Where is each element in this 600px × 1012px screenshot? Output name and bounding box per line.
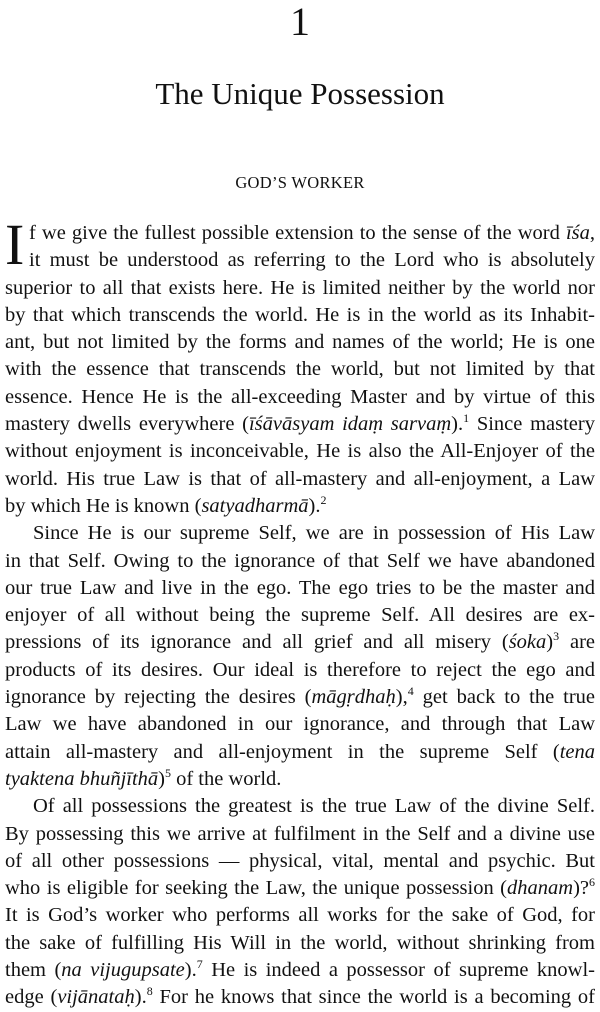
text-line: in that Self. Owing to the ignorance of that Self we have abandoned <box>5 549 595 572</box>
text-line: the sake of fulfilling His Will in the world, without shrinking from <box>5 931 595 954</box>
footnote-ref: 1 <box>463 411 470 426</box>
text-line: it must be understood as referring to the Lord who is absolutely <box>29 249 595 272</box>
footnote-ref: 2 <box>320 492 327 507</box>
text-line: Law we have abandoned in our ignorance, and through that Law <box>5 713 595 736</box>
footnote-ref: 4 <box>407 684 414 699</box>
text-line: products of its desires. Our ideal is therefore to reject the ego and <box>5 658 595 681</box>
footnote-ref: 7 <box>196 957 203 972</box>
footnote-ref: 8 <box>146 984 153 999</box>
text-line: mastery dwells everywhere (īśāvāsyam idaṃ sarvaṃ).$^1$ Since mastery <box>5 411 595 436</box>
text-line: It is God’s worker who performs all works for the sake of God, for <box>5 904 595 927</box>
drop-cap: I <box>5 212 25 277</box>
text-line: pressions of its ignorance and all grief and all misery (śoka)$^3$ are <box>5 629 595 654</box>
body-text <box>5 212 596 1012</box>
text-line: ant, but not limited by the forms and names of the world; He is one <box>5 331 595 354</box>
chapter-title: The Unique Possession <box>155 76 445 111</box>
text-line: world. His true Law is that of all-mastery and all-enjoyment, a Law <box>5 467 595 490</box>
text-line: without enjoyment is inconceivable, He is also the All-Enjoyer of the <box>5 440 595 463</box>
paragraph <box>5 212 595 520</box>
text-line: essence. Hence He is the all-exceeding Master and by virtue of this <box>5 385 595 408</box>
text-line: superior to all that exists here. He is limited neither by the world nor <box>5 276 595 299</box>
text-line: by that which transcends the world. He is in the world as its Inhabit- <box>5 303 595 326</box>
section-heading: GOD’S WORKER <box>235 173 365 192</box>
footnote-ref: 5 <box>164 765 171 780</box>
footnote-ref: 6 <box>589 875 595 890</box>
chapter-number: 1 <box>290 0 310 44</box>
text-line: By possessing this we arrive at fulfilment in the Self and a divine use <box>5 822 595 845</box>
text-line: f we give the fullest possible extension to the sense of the word īśa, <box>29 222 595 244</box>
footnote-ref: 3 <box>553 629 560 644</box>
text-line: enjoyer of all without being the supreme Self. All desires are ex- <box>5 604 595 627</box>
text-line: Since He is our supreme Self, we are in possession of His Law <box>33 522 595 545</box>
text-line: Of all possessions the greatest is the true Law of the divine Self. <box>33 795 595 818</box>
text-line: with the essence that transcends the world, but not limited by that <box>5 358 595 381</box>
text-line: our true Law and live in the ego. The ego tries to be the master and <box>5 576 595 599</box>
text-line: them (na vijugupsate).$^7$ He is indeed a possessor of supreme knowl- <box>5 957 595 982</box>
text-line: attain all-mastery and all-enjoyment in the supreme Self (tena <box>5 740 595 763</box>
text-line: of all other possessions — physical, vital, mental and psychic. But <box>5 849 595 872</box>
text-line: by which He is known (satyadharmā).$^2$ <box>5 492 327 517</box>
text-line: who is eligible for seeking the Law, the unique possession (dhanam)?$^6$ <box>5 875 595 900</box>
text-line: ignorance by rejecting the desires (māgṛdhaḥ),$^4$ get back to the true <box>5 684 595 709</box>
paragraph <box>5 520 595 793</box>
text-line: tyaktena bhuñjīthā)$^5$ of the world. <box>5 765 282 790</box>
text-line: edge (vijānataḥ).$^8$ For he knows that since the world is a becoming of <box>5 984 596 1009</box>
